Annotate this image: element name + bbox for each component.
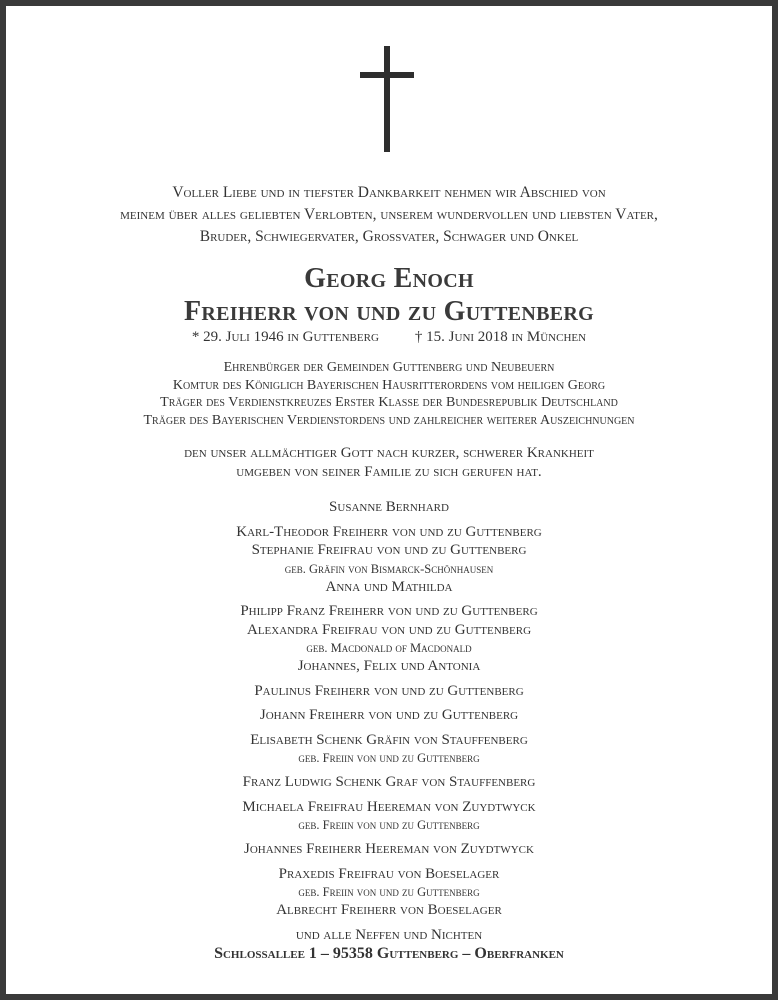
honor-line: Komtur des Königlich Bayerischen Hausritterordens vom heiligen Georg	[172, 377, 606, 393]
address: Schlossallee 1 – 95358 Guttenberg – Oberfranken	[214, 945, 564, 962]
family-member: Elisabeth Schenk Gräfin von Stauffenberg	[250, 731, 528, 748]
intro-line: Bruder, Schwiegervater, Grossvater, Schwager und Onkel	[199, 228, 579, 245]
honors-list	[6, 359, 772, 429]
intro-line: Voller Liebe und in tiefster Dankbarkeit nehmen wir Abschied von	[172, 184, 606, 201]
deceased-name	[6, 262, 772, 328]
obituary-card	[6, 6, 772, 994]
family-member: Johannes Freiherr Heereman von Zuydtwyck	[244, 841, 534, 857]
family-member: Anna und Mathilda	[325, 578, 453, 595]
honor-line: Träger des Verdienstkreuzes Erster Klasse der Bundesrepublik Deutschland	[160, 395, 618, 410]
family-group	[6, 798, 772, 835]
honor-line: Träger des Bayerischen Verdienstordens und zahlreicher weiterer Auszeichnungen	[143, 412, 635, 428]
family-group	[6, 865, 772, 920]
family-member: Philipp Franz Freiherr von und zu Guttenberg	[240, 603, 538, 619]
family-member: Johannes, Felix und Antonia	[297, 658, 481, 674]
life-dates	[6, 328, 772, 346]
death-date: † 15. Juni 2018 in München	[414, 329, 587, 345]
family-member: Karl-Theodor Freiherr von und zu Guttenberg	[236, 523, 542, 540]
family-member: Stephanie Freifrau von und zu Guttenberg	[251, 542, 527, 558]
family-member: Johann Freiherr von und zu Guttenberg	[259, 707, 519, 723]
family-group	[6, 706, 772, 725]
family-member-birthname: geb. Freiin von und zu Guttenberg	[298, 751, 480, 765]
family-member-birthname: geb. Gräfin von Bismarck-Schönhausen	[284, 561, 494, 576]
family-group	[6, 926, 772, 945]
family-group	[6, 773, 772, 792]
family-group	[6, 523, 772, 597]
family-member: Praxedis Freifrau von Boeselager	[278, 865, 500, 882]
family-member: Michaela Freifrau Heereman von Zuydtwyck	[242, 798, 536, 815]
family-member-birthname: geb. Macdonald of Macdonald	[306, 641, 472, 655]
honor-line: Ehrenbürger der Gemeinden Guttenberg und Neubeuern	[223, 360, 555, 375]
cross-icon	[360, 46, 414, 152]
birth-date: * 29. Juli 1946 in Guttenberg	[191, 329, 379, 345]
family-member-birthname: geb. Freiin von und zu Guttenberg	[298, 818, 480, 832]
closing-line: umgeben von seiner Familie zu sich gerufen hat.	[236, 464, 542, 480]
family-member: Paulinus Freiherr von und zu Guttenberg	[254, 682, 524, 699]
family-group	[6, 682, 772, 701]
intro-line: meinem über alles geliebten Verlobten, unserem wundervollen und liebsten Vater,	[120, 206, 658, 223]
closing-text	[6, 444, 772, 482]
family-group	[6, 602, 772, 676]
family-member: Susanne Bernhard	[329, 499, 449, 515]
deceased-name-line2: Freiherr von und zu Guttenberg	[184, 296, 594, 327]
family-group	[6, 840, 772, 859]
family-list	[6, 498, 772, 950]
deceased-name-line1: Georg Enoch	[304, 263, 474, 294]
intro-text	[6, 182, 772, 248]
family-member: und alle Neffen und Nichten	[295, 926, 483, 943]
family-group	[6, 731, 772, 768]
family-member: Alexandra Freifrau von und zu Guttenberg	[246, 621, 532, 638]
family-member-birthname: geb. Freiin von und zu Guttenberg	[298, 885, 480, 899]
closing-line: den unser allmächtiger Gott nach kurzer, schwerer Krankheit	[184, 445, 594, 461]
family-member: Albrecht Freiherr von Boeselager	[276, 902, 502, 918]
family-group	[6, 498, 772, 517]
family-member: Franz Ludwig Schenk Graf von Stauffenberg	[242, 774, 536, 790]
